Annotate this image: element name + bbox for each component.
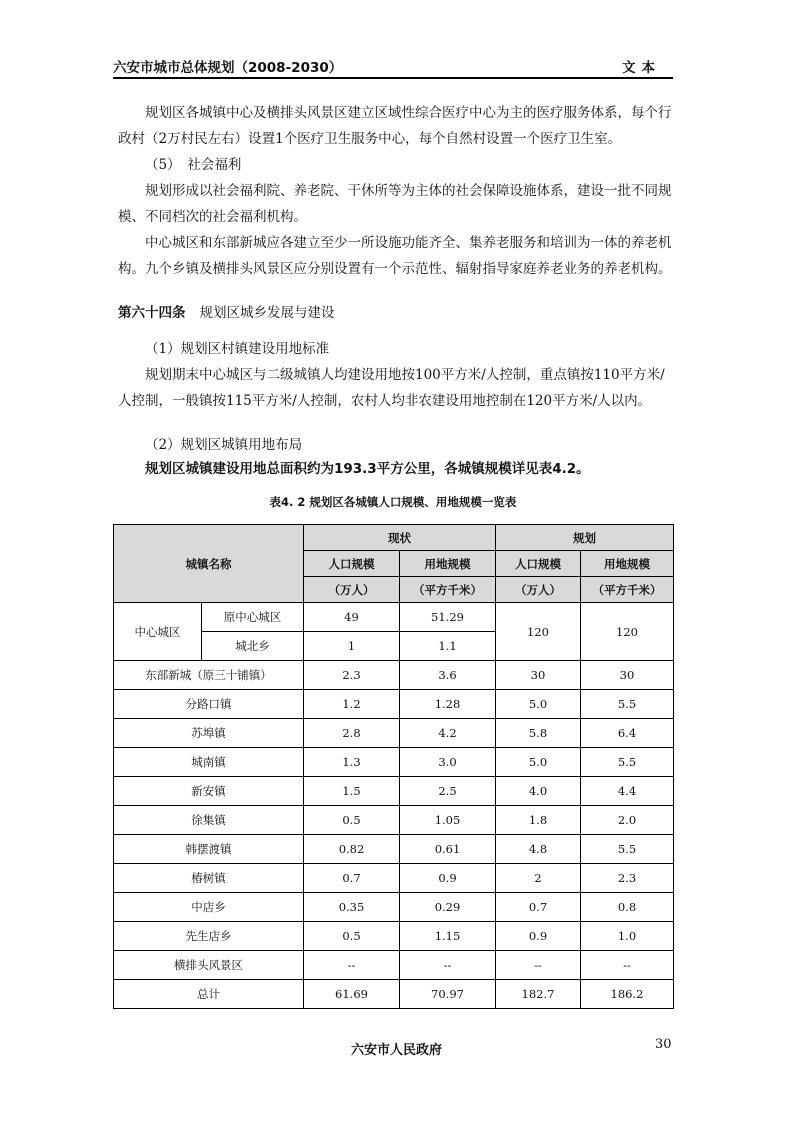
row-plan-land: 0.8 [581,893,674,922]
header-plan-pop-unit: （万人） [496,577,581,603]
row-plan-pop: 4.0 [496,777,581,806]
row-plan-land: 2.3 [581,864,674,893]
row-current-pop: 2.8 [304,719,400,748]
header-plan-pop: 人口规模 [496,551,581,577]
row-plan-land: 6.4 [581,719,674,748]
row-name: 先生店乡 [114,922,304,951]
row-current-pop: 1.5 [304,777,400,806]
row-current-land: 51.29 [400,603,496,632]
table-row [114,777,674,806]
row-current-pop: 1 [304,632,400,661]
row-plan-pop: 4.8 [496,835,581,864]
row-current-pop: 1.3 [304,748,400,777]
row-name: 苏埠镇 [114,719,304,748]
center-plan-land: 120 [581,603,674,661]
paragraph-land-total: 规划区城镇建设用地总面积约为193.3平方公里，各城镇规模详见表4.2。 [145,461,590,477]
footer-org: 六安市人民政府 [350,1043,442,1058]
subheading-land-layout: （2）规划区城镇用地布局 [145,437,303,453]
paragraph-land-standard: 规划期末中心城区与二级城镇人均建设用地按100平方米/人控制，重点镇按110平方米/人控制，一般镇按115平方米/人控制，农村人均非农建设用地控制在120平方米/人以内。 [118,367,665,409]
row-plan-land: 4.4 [581,777,674,806]
header-current-land-unit: （平方千米） [400,577,496,603]
row-current-pop: 0.5 [304,922,400,951]
row-current-land: 2.5 [400,777,496,806]
header-plan-land-unit: （平方千米） [581,577,674,603]
article-number: 第六十四条 [118,305,186,321]
section-label: 文本 [622,60,661,76]
row-current-land: 1.28 [400,690,496,719]
row-name: 原中心城区 [202,603,304,632]
row-current-land: 4.2 [400,719,496,748]
row-name: 中店乡 [114,893,304,922]
header-current-pop-unit: （万人） [304,577,400,603]
header-plan: 规划 [496,525,674,551]
row-plan-pop: 2 [496,864,581,893]
row-current-pop: 0.35 [304,893,400,922]
row-plan-pop: -- [496,951,581,980]
row-plan-land: -- [581,951,674,980]
row-plan-pop: 5.0 [496,748,581,777]
row-current-land: 0.9 [400,864,496,893]
row-name: 韩摆渡镇 [114,835,304,864]
row-current-land: 1.1 [400,632,496,661]
row-plan-land: 30 [581,661,674,690]
table-row [114,835,674,864]
table-row [114,603,674,632]
row-plan-land: 186.2 [581,980,674,1009]
header-current-pop: 人口规模 [304,551,400,577]
row-name: 城南镇 [114,748,304,777]
page-number: 30 [655,1037,672,1052]
paragraph-medical: 规划区各城镇中心及横排头风景区建立区域性综合医疗中心为主的医疗服务体系，每个行政村（2万村民左右）设置1个医疗卫生服务中心，每个自然村设置一个医疗卫生室。 [118,105,672,147]
row-name: 东部新城（原三十铺镇） [114,661,304,690]
table-row [114,922,674,951]
row-current-land: 3.0 [400,748,496,777]
header-current-land: 用地规模 [400,551,496,577]
row-plan-pop: 182.7 [496,980,581,1009]
row-current-pop: -- [304,951,400,980]
header-town-name: 城镇名称 [114,525,304,603]
table-caption: 表4. 2 规划区各城镇人口规模、用地规模一览表 [269,495,517,509]
row-name: 徐集镇 [114,806,304,835]
table-row [114,951,674,980]
row-current-pop: 49 [304,603,400,632]
row-plan-pop: 5.8 [496,719,581,748]
row-plan-pop: 1.8 [496,806,581,835]
row-current-land: 3.6 [400,661,496,690]
row-current-pop: 0.5 [304,806,400,835]
row-name: 横排头风景区 [114,951,304,980]
town-scale-table [113,524,674,1009]
row-current-land: 70.97 [400,980,496,1009]
row-plan-land: 5.5 [581,748,674,777]
row-name: 分路口镇 [114,690,304,719]
row-plan-land: 2.0 [581,806,674,835]
row-plan-pop: 0.9 [496,922,581,951]
row-plan-land: 1.0 [581,922,674,951]
table-row [114,748,674,777]
paragraph-elderly-care: 中心城区和东部新城应各建立至少一所设施功能齐全、集养老服务和培训为一体的养老机构。九个乡镇及横排头风景区应分别设置有一个示范性、辐射指导家庭养老业务的养老机构。 [118,235,672,277]
article-heading [118,300,335,326]
row-current-pop: 2.3 [304,661,400,690]
article-title: 规划区城乡发展与建设 [199,305,335,321]
center-city-label: 中心城区 [114,603,202,661]
row-current-pop: 1.2 [304,690,400,719]
table-row [114,980,674,1009]
row-name: 新安镇 [114,777,304,806]
row-current-pop: 0.82 [304,835,400,864]
page-header [113,56,673,78]
row-current-pop: 61.69 [304,980,400,1009]
header-divider [113,77,673,79]
row-plan-land: 5.5 [581,690,674,719]
paragraph-welfare: 规划形成以社会福利院、养老院、干休所等为主体的社会保障设施体系，建设一批不同规模、不同档次的社会福利机构。 [118,183,672,225]
row-name: 总计 [114,980,304,1009]
row-name: 椿树镇 [114,864,304,893]
header-plan-land: 用地规模 [581,551,674,577]
table-row [114,893,674,922]
row-current-land: -- [400,951,496,980]
row-current-land: 0.29 [400,893,496,922]
row-current-land: 0.61 [400,835,496,864]
table-row [114,864,674,893]
row-plan-pop: 30 [496,661,581,690]
header-current: 现状 [304,525,496,551]
row-current-land: 1.05 [400,806,496,835]
row-current-pop: 0.7 [304,864,400,893]
table-row [114,806,674,835]
subheading-welfare: （5） 社会福利 [145,157,242,173]
row-plan-land: 5.5 [581,835,674,864]
row-current-land: 1.15 [400,922,496,951]
table-row [114,719,674,748]
table-row [114,661,674,690]
table-row [114,690,674,719]
center-plan-pop: 120 [496,603,581,661]
document-title: 六安市城市总体规划（2008-2030） [113,60,343,76]
row-plan-pop: 5.0 [496,690,581,719]
row-plan-pop: 0.7 [496,893,581,922]
row-name: 城北乡 [202,632,304,661]
subheading-land-standard: （1）规划区村镇建设用地标准 [145,341,330,357]
